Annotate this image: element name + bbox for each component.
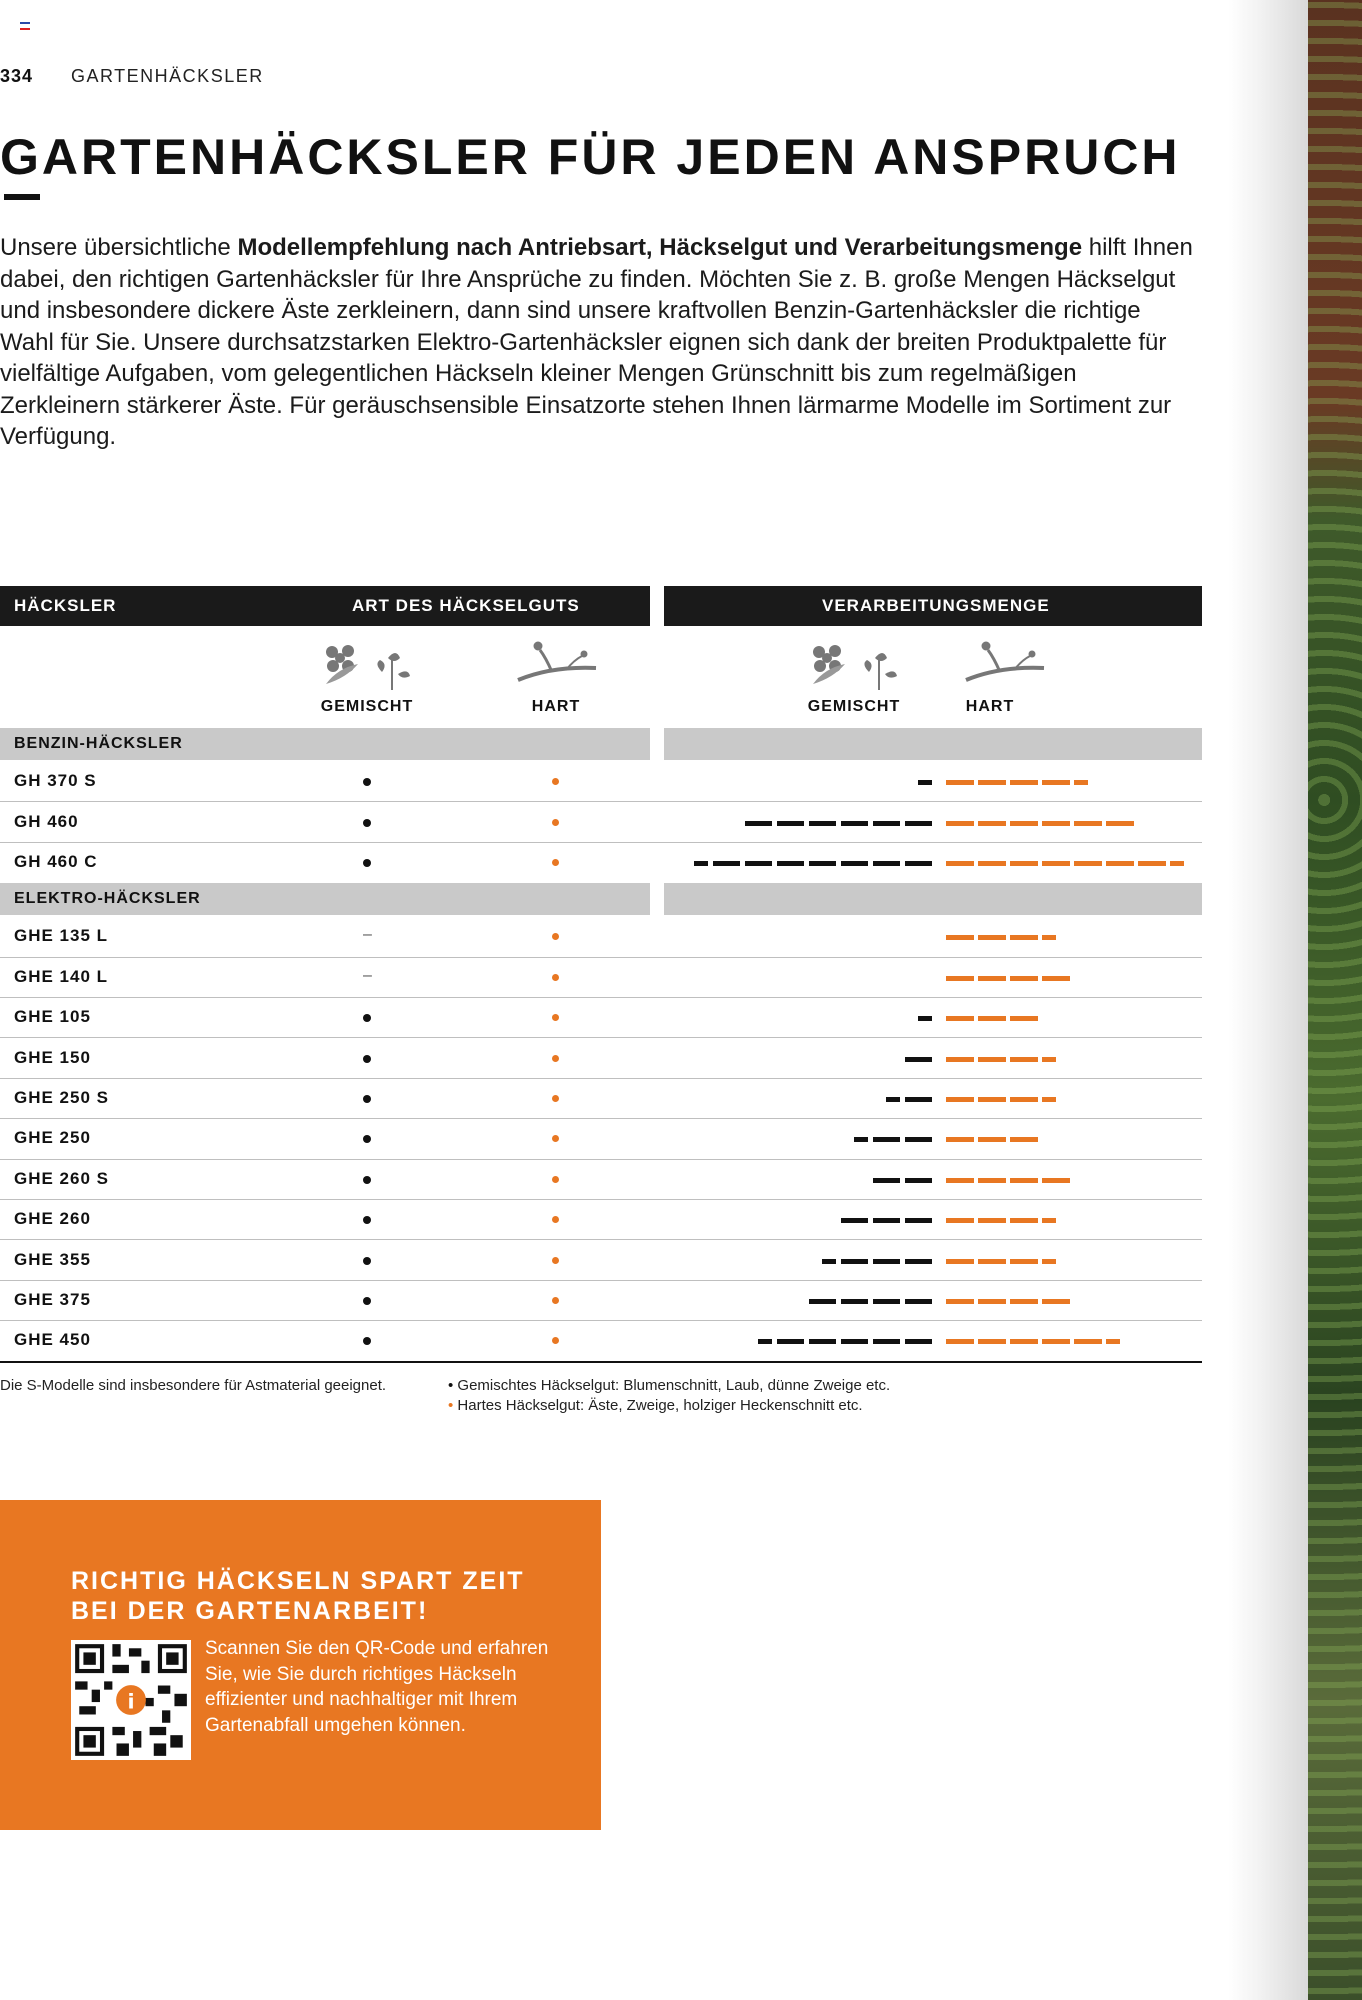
row-model-name: GHE 250 — [14, 1128, 91, 1148]
mixed-amount-bar — [854, 1137, 868, 1142]
mixed-amount-bar — [758, 1339, 772, 1344]
table-header-right — [664, 586, 1202, 626]
hard-amount-bar — [978, 1339, 1006, 1344]
promo-text: Scannen Sie den QR-Code und erfahren Sie, wie Sie durch richtiges Häckseln effizienter und nachhaltiger mit Ihrem Gartenabfall umgehen können. — [205, 1638, 549, 1736]
section-title: GARTENHÄCKSLER — [71, 66, 264, 86]
intro-text-end: hilft Ihnen dabei, den richtigen Gartenhäcksler für Ihre Ansprüche zu finden. Möchten Sie z. B. große Mengen Häckselgut und insbesondere dickere Äste zerkleinern, dann sind unsere kraftvollen Benzin-Gartenhäcksler die richtige Wahl für Sie. Unsere durchsatzstarken Elektro-Gartenhäcksler eignen sich dank der breiten Produktpalette für vielfältige Aufgaben, vom gelegentlichen Häckseln kleiner Mengen Grünschnitt bis zum regelmäßigen Zerkleinern stärkerer Äste. Für geräuschsensible Einsatzorte stehen Ihnen lärmarme Modelle im Sortiment zur Verfügung. — [0, 234, 1193, 450]
hard-amount-bar — [1042, 780, 1070, 785]
row-divider — [0, 842, 1202, 843]
mixed-amount-bar — [841, 1299, 869, 1304]
hard-dot — [552, 974, 559, 981]
hard-amount-bar — [978, 1259, 1006, 1264]
hard-amount-bar — [978, 1178, 1006, 1183]
hard-amount-bar — [978, 821, 1006, 826]
mixed-amount-bar — [694, 861, 708, 866]
mixed-amount-bar — [745, 821, 773, 826]
mixed-amount-bar — [777, 821, 805, 826]
row-divider — [0, 1159, 1202, 1160]
flower-leaf-icon — [318, 638, 418, 694]
row-model-name: GH 370 S — [14, 771, 97, 791]
row-divider — [0, 801, 1202, 802]
mixed-amount-bar — [873, 1137, 901, 1142]
row-model-name: GHE 135 L — [14, 926, 109, 946]
row-model-name: GHE 260 S — [14, 1168, 109, 1188]
row-model-name: GHE 375 — [14, 1290, 91, 1309]
garden-photo — [1308, 0, 1362, 2000]
intro-text-start: Unsere übersichtliche — [0, 234, 238, 261]
hard-amount-bar — [978, 780, 1006, 785]
row-model-name: GHE 355 — [14, 1249, 91, 1269]
page-number: 334 — [0, 66, 34, 86]
hard-amount-bar — [1106, 821, 1134, 826]
col-header-art: ART DES HÄCKSELGUTS — [352, 596, 580, 615]
hard-amount-bar — [978, 1097, 1006, 1102]
group-band-right — [664, 883, 1202, 915]
row-model-name: GH 460 — [14, 811, 79, 831]
row-model-name: GH 460 C — [14, 852, 98, 871]
page-title: GARTENHÄCKSLER FÜR JEDEN ANSPRUCH — [0, 129, 1181, 185]
page-fold-shadow — [1228, 0, 1308, 2000]
qr-info-icon: i — [127, 1689, 135, 1714]
mixed-amount-bar — [918, 780, 932, 785]
hard-amount-bar — [946, 976, 974, 981]
hard-amount-bar — [1042, 976, 1070, 981]
mixed-amount-bar — [905, 821, 933, 826]
hard-amount-bar — [1042, 821, 1070, 826]
hard-amount-bar — [946, 1137, 974, 1142]
mixed-amount-bar — [905, 1137, 933, 1142]
mixed-amount-bar — [841, 1218, 869, 1223]
hard-amount-bar — [946, 861, 974, 866]
hard-amount-bar — [1074, 780, 1088, 785]
hard-amount-bar — [946, 780, 974, 785]
row-divider — [0, 1078, 1202, 1079]
mixed-amount-bar — [822, 1259, 836, 1264]
promo-title-line1: RICHTIG HÄCKSELN SPART ZEIT — [71, 1567, 525, 1595]
hard-amount-bar — [1010, 1097, 1038, 1102]
mixed-amount-bar — [809, 1339, 837, 1344]
hard-amount-bar — [946, 1057, 974, 1062]
hard-amount-bar — [1010, 1218, 1038, 1223]
promo-title — [71, 1566, 525, 1626]
hard-amount-bar — [1010, 1016, 1038, 1021]
hard-dot — [552, 819, 559, 826]
legend-hard: • Hartes Häckselgut: Äste, Zweige, holziger Heckenschnitt etc. — [448, 1397, 863, 1414]
hard-amount-bar — [946, 1259, 974, 1264]
mixed-amount-bar — [873, 821, 901, 826]
mixed-amount-bar — [873, 861, 901, 866]
mixed-dot — [363, 1055, 371, 1063]
mixed-amount-bar — [905, 1299, 933, 1304]
hard-amount-bar — [978, 1299, 1006, 1304]
hard-dot — [552, 1257, 559, 1264]
row-divider — [0, 1118, 1202, 1119]
hard-amount-bar — [1074, 861, 1102, 866]
col-header-menge: VERARBEITUNGSMENGE — [822, 596, 1050, 615]
mixed-amount-bar — [905, 1259, 933, 1264]
hard-amount-bar — [946, 1218, 974, 1223]
intro-text-bold: Modellempfehlung nach Antriebsart, Häckselgut und Verarbeitungsmenge — [237, 234, 1083, 261]
col-header-hacksler: HÄCKSLER — [14, 596, 117, 615]
hard-amount-bar — [978, 1137, 1006, 1142]
hard-amount-bar — [1106, 1339, 1120, 1344]
hard-amount-bar — [1138, 861, 1166, 866]
hard-dot — [552, 1055, 559, 1062]
row-divider — [0, 997, 1202, 998]
hard-amount-bar — [1074, 821, 1102, 826]
hard-amount-bar — [1010, 780, 1038, 785]
footnote-legend — [448, 1376, 890, 1416]
label-hart: HART — [531, 698, 581, 715]
mixed-amount-bar — [873, 1178, 901, 1183]
branch-icon — [512, 638, 602, 694]
hard-amount-bar — [978, 1016, 1006, 1021]
hard-dot — [552, 859, 559, 866]
mixed-amount-bar — [777, 1339, 805, 1344]
hard-amount-bar — [1042, 1339, 1070, 1344]
hard-amount-bar — [978, 861, 1006, 866]
hard-dot — [552, 1176, 559, 1183]
row-divider — [0, 1037, 1202, 1038]
mixed-amount-bar — [918, 1016, 932, 1021]
mixed-dot — [363, 1095, 371, 1103]
mixed-amount-bar — [841, 861, 869, 866]
mixed-dot — [363, 1257, 371, 1265]
hard-dot — [552, 1095, 559, 1102]
hard-amount-bar — [946, 1178, 974, 1183]
mixed-amount-bar — [777, 861, 805, 866]
mixed-amount-bar — [886, 1097, 900, 1102]
group-label: BENZIN-HÄCKSLER — [14, 735, 183, 752]
mixed-dot — [363, 819, 371, 827]
mixed-amount-bar — [905, 861, 933, 866]
mixed-dot — [363, 1297, 371, 1305]
hard-dot — [552, 1297, 559, 1304]
row-divider — [0, 1280, 1202, 1281]
hard-amount-bar — [1170, 861, 1184, 866]
label-gemischt: GEMISCHT — [320, 698, 414, 715]
row-model-name: GHE 140 L — [14, 966, 109, 986]
row-divider — [0, 957, 1202, 958]
table-header-left — [0, 586, 650, 626]
mixed-amount-bar — [841, 1339, 869, 1344]
hard-amount-bar — [946, 821, 974, 826]
mixed-amount-bar — [809, 821, 837, 826]
flower-leaf-icon-2 — [805, 638, 905, 694]
group-label: ELEKTRO-HÄCKSLER — [14, 890, 201, 908]
hard-amount-bar — [1042, 1178, 1070, 1183]
mixed-dot — [363, 859, 371, 867]
mixed-none: – — [363, 966, 372, 984]
hard-amount-bar — [1010, 1137, 1038, 1142]
intro-paragraph — [0, 232, 1200, 453]
hard-amount-bar — [946, 1299, 974, 1304]
language-flag-icon[interactable] — [20, 22, 30, 30]
mixed-amount-bar — [745, 861, 773, 866]
branch-icon-2 — [960, 638, 1050, 694]
mixed-amount-bar — [809, 1299, 837, 1304]
hard-amount-bar — [1042, 1299, 1070, 1304]
mixed-amount-bar — [809, 861, 837, 866]
hard-amount-bar — [978, 1057, 1006, 1062]
mixed-amount-bar — [713, 861, 741, 866]
hard-amount-bar — [1042, 1218, 1056, 1223]
mixed-amount-bar — [905, 1178, 933, 1183]
hard-amount-bar — [946, 935, 974, 940]
mixed-amount-bar — [873, 1299, 901, 1304]
row-divider — [0, 1361, 1202, 1363]
hard-amount-bar — [1010, 1339, 1038, 1344]
promo-title-line2: BEI DER GARTENARBEIT! — [71, 1597, 429, 1625]
hard-amount-bar — [1010, 1299, 1038, 1304]
hard-amount-bar — [1106, 861, 1134, 866]
mixed-amount-bar — [873, 1218, 901, 1223]
row-model-name: GHE 150 — [14, 1047, 91, 1067]
qr-code[interactable] — [71, 1640, 191, 1760]
row-divider — [0, 1239, 1202, 1240]
hard-amount-bar — [1042, 861, 1070, 866]
mixed-dot — [363, 1176, 371, 1184]
mixed-amount-bar — [905, 1057, 933, 1062]
hard-amount-bar — [1010, 861, 1038, 866]
legend-mixed: • Gemischtes Häckselgut: Blumenschnitt, Laub, dünne Zweige etc. — [448, 1377, 891, 1394]
footnote-s-models: Die S-Modelle sind insbesondere für Astmaterial geeignet. — [0, 1377, 387, 1394]
mixed-amount-bar — [873, 1339, 901, 1344]
hard-amount-bar — [1042, 935, 1056, 940]
hard-amount-bar — [1042, 1097, 1056, 1102]
hard-amount-bar — [1010, 935, 1038, 940]
group-band-right — [664, 728, 1202, 760]
mixed-amount-bar — [841, 1259, 869, 1264]
label-gemischt-amount: GEMISCHT — [807, 698, 901, 715]
hard-amount-bar — [1042, 1057, 1056, 1062]
label-hart-amount: HART — [965, 698, 1015, 715]
mixed-amount-bar — [905, 1218, 933, 1223]
hard-amount-bar — [946, 1097, 974, 1102]
hard-amount-bar — [1074, 1339, 1102, 1344]
row-model-name: GHE 450 — [14, 1330, 91, 1350]
title-underline — [4, 194, 40, 200]
hard-amount-bar — [1010, 821, 1038, 826]
row-model-name: GHE 260 — [14, 1209, 91, 1229]
hard-amount-bar — [1010, 1259, 1038, 1264]
mixed-amount-bar — [905, 1097, 933, 1102]
hard-amount-bar — [1010, 1057, 1038, 1062]
mixed-none: – — [363, 926, 372, 944]
hard-amount-bar — [1010, 976, 1038, 981]
mixed-amount-bar — [873, 1259, 901, 1264]
hard-amount-bar — [946, 1339, 974, 1344]
row-model-name: GHE 250 S — [14, 1088, 109, 1107]
mixed-amount-bar — [841, 821, 869, 826]
hard-amount-bar — [946, 1016, 974, 1021]
row-divider — [0, 1320, 1202, 1321]
hard-amount-bar — [978, 1218, 1006, 1223]
row-divider — [0, 1199, 1202, 1200]
hard-amount-bar — [978, 976, 1006, 981]
hard-amount-bar — [1010, 1178, 1038, 1183]
hard-amount-bar — [1042, 1259, 1056, 1264]
mixed-amount-bar — [905, 1339, 933, 1344]
row-model-name: GHE 105 — [14, 1007, 91, 1027]
hard-amount-bar — [978, 935, 1006, 940]
